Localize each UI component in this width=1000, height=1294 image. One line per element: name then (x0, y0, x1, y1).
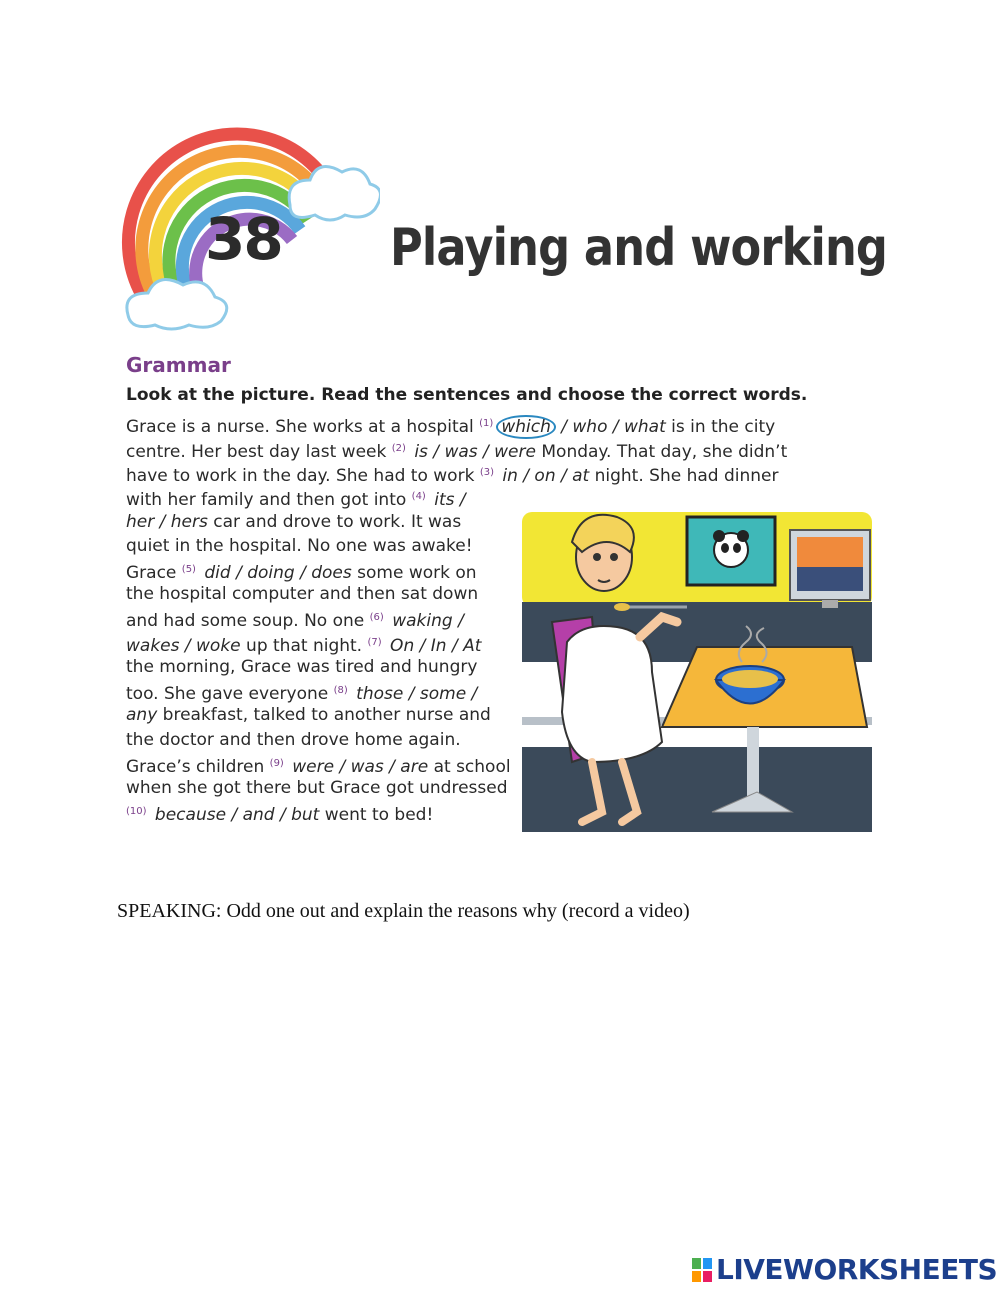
item-number-2: (2) (391, 443, 406, 454)
answer-options-5[interactable]: did / doing / does (198, 563, 352, 583)
liveworksheets-logo[interactable] (692, 1253, 997, 1286)
item-number-7: (7) (367, 637, 382, 648)
answer-options-6a[interactable]: waking / (386, 611, 464, 631)
unit-number: 38 (205, 205, 282, 273)
exercise-line-15: Grace’s children $^{(9)}$ were / was / are at school (126, 757, 511, 777)
item-number-1: (1) (479, 418, 494, 429)
exercise-line-13: any breakfast, talked to another nurse and (126, 705, 491, 725)
item-number-6: (6) (369, 612, 384, 623)
answer-options-10[interactable]: because / and / but (149, 805, 320, 825)
answer-options-8a[interactable]: those / some / (350, 684, 478, 704)
answer-options-3[interactable]: in / on / at (496, 466, 590, 486)
exercise-line-14: the doctor and then drove home again. (126, 730, 461, 750)
item-number-5: (5) (181, 564, 196, 575)
answer-options-4a[interactable]: its / (428, 490, 466, 510)
answer-option-which[interactable]: which (496, 415, 556, 439)
exercise-line-11: the morning, Grace was tired and hungry (126, 657, 478, 677)
item-number-10: (10) (126, 806, 147, 817)
answer-options-9[interactable]: were / was / are (286, 757, 429, 777)
section-heading: Grammar (126, 353, 231, 377)
exercise-line-6: quiet in the hospital. No one was awake! (126, 536, 473, 556)
exercise-line-8: the hospital computer and then sat down (126, 584, 479, 604)
exercise-line-7: Grace $^{(5)}$ did / doing / does some work on (126, 563, 477, 583)
exercise-line-17: $^{(10)}$ because / and / but went to bed! (126, 805, 434, 825)
instruction-text: Look at the picture. Read the sentences and choose the correct words. (126, 385, 808, 405)
item-number-3: (3) (479, 467, 494, 478)
exercise-line-1: Grace is a nurse. She works at a hospital $^{(1)}$ which / who / what is in the city (126, 417, 776, 437)
logo-text: LIVEWORKSHEETS (716, 1253, 998, 1286)
exercise-line-3: have to work in the day. She had to work $^{(3)}$ in / on / at night. She had dinner (126, 466, 779, 486)
item-number-4: (4) (411, 491, 426, 502)
item-number-8: (8) (333, 685, 348, 696)
exercise-line-9: and had some soup. No one $^{(6)}$ waking / (126, 611, 464, 631)
answer-options-4b[interactable]: her / hers (126, 512, 208, 532)
exercise-line-4: with her family and then got into $^{(4)}$ its / (126, 490, 466, 510)
exercise-line-12: too. She gave everyone $^{(8)}$ those / some / (126, 684, 478, 704)
answer-options-1[interactable]: / who / what (555, 417, 666, 437)
exercise-line-2: centre. Her best day last week $^{(2)}$ is / was / were Monday. That day, she didn’t (126, 442, 788, 462)
answer-options-7[interactable]: On / In / At (384, 636, 482, 656)
exercise-line-10: wakes / woke up that night. $^{(7)}$ On / In / At (126, 636, 482, 656)
page-title: Playing and working (390, 218, 888, 278)
item-number-9: (9) (269, 758, 284, 769)
exercise-line-16: when she got there but Grace got undressed (126, 778, 508, 798)
answer-options-6b[interactable]: wakes / woke (126, 636, 241, 656)
answer-options-2[interactable]: is / was / were (408, 442, 536, 462)
exercise-line-5: her / hers car and drove to work. It was (126, 512, 462, 532)
logo-squares-icon (692, 1258, 712, 1282)
nurse-illustration (522, 512, 872, 832)
speaking-instruction: SPEAKING: Odd one out and explain the reasons why (record a video) (117, 900, 690, 922)
answer-options-8b[interactable]: any (126, 705, 158, 725)
